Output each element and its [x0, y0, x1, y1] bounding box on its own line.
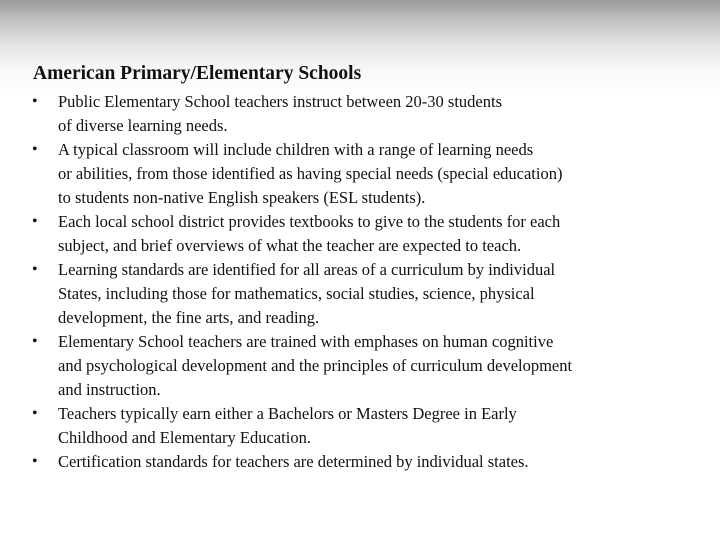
bullet-icon: • — [32, 261, 38, 278]
bullet-line: Learning standards are identified for all areas of a curriculum by individual — [58, 260, 556, 279]
bullet-text — [58, 330, 692, 402]
bullet-text — [58, 450, 692, 474]
bullet-text — [58, 138, 692, 210]
bullet-line: Each local school district provides textbooks to give to the students for each — [58, 212, 561, 231]
bullet-line: A typical classroom will include children with a range of learning needs — [58, 140, 534, 159]
bullet-line: Elementary School teachers are trained with emphases on human cognitive — [58, 332, 554, 351]
bullet-line: to students non-native English speakers (ESL students). — [58, 188, 426, 207]
bullet-line: of diverse learning needs. — [58, 116, 228, 135]
bullet-icon: • — [32, 93, 38, 110]
bullet-icon: • — [32, 453, 38, 470]
bullet-text — [58, 258, 692, 330]
bullet-line: development, the fine arts, and reading. — [58, 308, 320, 327]
bullet-icon: • — [32, 213, 38, 230]
bullet-item — [32, 330, 692, 402]
bullet-line: or abilities, from those identified as having special needs (special education) — [58, 164, 563, 183]
bullet-icon: • — [32, 141, 38, 158]
bullet-item — [32, 90, 692, 138]
bullet-item — [32, 210, 692, 258]
bullet-line: Certification standards for teachers are determined by individual states. — [58, 452, 529, 471]
bullet-line: Teachers typically earn either a Bachelors or Masters Degree in Early — [58, 404, 517, 423]
bullet-line: Public Elementary School teachers instruct between 20-30 students — [58, 92, 503, 111]
bullet-text — [58, 210, 692, 258]
bullet-text — [58, 402, 692, 450]
bullet-item — [32, 258, 692, 330]
bullet-line: and instruction. — [58, 380, 161, 399]
bullet-item — [32, 402, 692, 450]
bullet-line: Childhood and Elementary Education. — [58, 428, 311, 447]
bullet-line: States, including those for mathematics, social studies, science, physical — [58, 284, 535, 303]
bullet-line: and psychological development and the principles of curriculum development — [58, 356, 573, 375]
bullet-item — [32, 138, 692, 210]
bullet-item — [32, 450, 692, 474]
slide-title: American Primary/Elementary Schools — [33, 63, 362, 84]
bullet-line: subject, and brief overviews of what the teacher are expected to teach. — [58, 236, 522, 255]
bullet-icon: • — [32, 405, 38, 422]
bullet-text — [58, 90, 692, 138]
bullet-list — [32, 90, 692, 474]
bullet-icon: • — [32, 333, 38, 350]
